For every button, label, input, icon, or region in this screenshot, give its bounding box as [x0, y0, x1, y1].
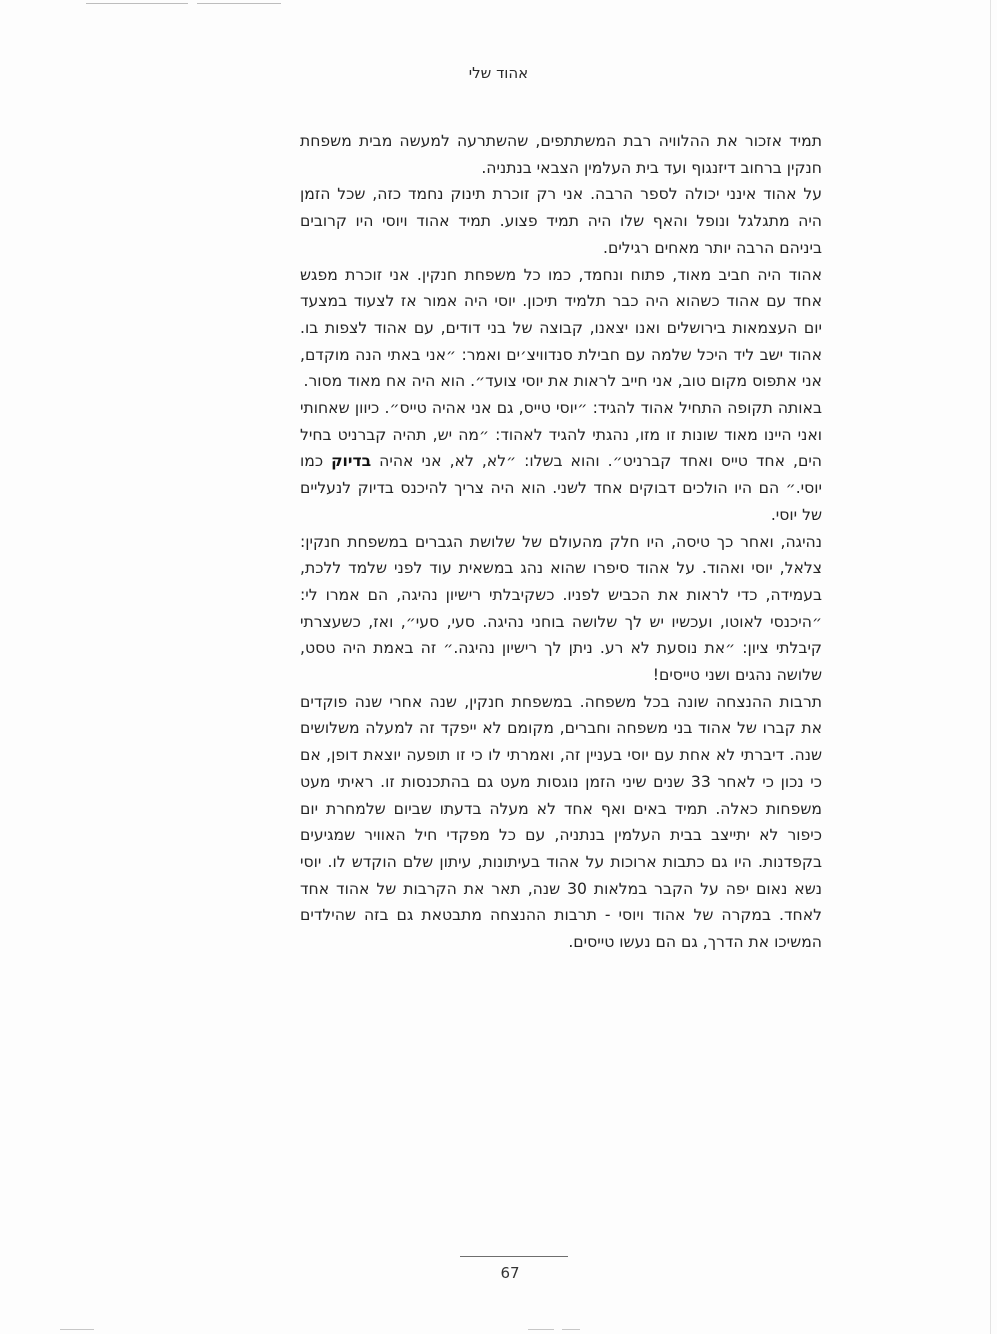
paragraph: אהוד היה חביב מאוד, פתוח ונחמד, כמו כל משפחת חנקין. אני זוכרת מפגש אחד עם אהוד כשהוא היה כבר תלמיד תיכון. יוסי היה אמור אז לצעוד במצעד יום העצמאות בירושלים ואנו יצאנו, קבוצה של בני דודים, עם אהוד לצפות בו. אהוד ישב ליד היכל שלמה עם חבילת סנדוויצ׳ים ואמר: ״אני באתי הנה מוקדם, אני אתפוס מקום טוב, אני חייב לראות את יוסי צועד״. הוא היה אח מאוד מסור.: [300, 265, 822, 391]
scan-artifact-line: [197, 3, 281, 4]
paragraph-text: באותה תקופה התחיל אהוד להגיד: ״יוסי טייס, גם אני אהיה טייס״. כיוון שאחותי ואני היינו מאוד שונות זו מזו, נהגתי להגיד לאהוד: ״מה יש, תהיה קברניט בחיל הים, אחד טייס ואחד קברניט״. והוא בשלו: ״לא, לא, אני אהיה: [300, 399, 822, 471]
paragraph-text: כמו יוסי.״ הם היו הולכים דבוקים אחד לשני. הוא היה צריך להיכנס בדיוק לנעליים של יוסי.: [300, 452, 822, 524]
paragraph: על אהוד אינני יכולה לספר הרבה. אני רק זוכרת תינוק נחמד כזה, שכל הזמן היה מתגלגל ונופל והאף שלו היה תמיד פצוע. תמיד אהוד ויוסי היו קרובים ביניהם הרבה יותר מאחים רגילים.: [300, 185, 822, 257]
scan-artifact-line: [60, 1329, 94, 1330]
scan-artifact-line: [562, 1329, 580, 1330]
running-header: אהוד שלי: [468, 64, 529, 82]
paragraph: תמיד אזכור את ההלוויה רבת המשתתפים, שהשתרעה למעשה מבית משפחת חנקין ברחוב דיזנגוף ועד בית העלמין הצבאי בנתניה.: [300, 132, 822, 177]
scan-artifact-line: [528, 1329, 554, 1330]
footer-rule: [460, 1256, 568, 1257]
paragraph: נהיגה, ואחר כך טיסה, היו חלק מהעולם של שלושת הגברים במשפחת חנקין: צלאל, יוסי ואהוד. על אהוד סיפרו שהוא נהג במשאית עוד לפני שלמד ללכת, בעמידה, כדי לראות את הכביש לפניו. כשקיבלתי רישיון נהיגה, הם אמרו לי: ״היכנסי לאוטו, ועכשיו יש לך שלושה בוחני נהיגה. סעי, סעי״, ואז, כשעצרתי קיבלתי ציון: ״את נוסעת לא רע. ניתן לך רישיון נהיגה.״ זה באמת היה טסט, שלושה נהגים ושני טייסים!: [300, 532, 822, 685]
page-number: 67: [500, 1264, 520, 1282]
body-text: [300, 128, 822, 956]
scan-artifact-line: [86, 3, 188, 4]
paragraph: [300, 395, 822, 529]
emphasized-word: בדיוק: [331, 452, 372, 471]
scan-page-edge: [990, 0, 991, 1334]
paragraph: תרבות ההנצחה שונה בכל משפחה. במשפחת חנקין, שנה אחרי שנה פוקדים את קברו של אהוד בני משפחה וחברים, מקומם לא ייפקד זה למעלה משלושים שנה. דיברתי לא אחת עם יוסי בעניין זה, ואמרתי לו כי זו תופעה יוצאת דופן, אם כי נכון כי לאחר 33 שנים שיני הזמן נוגסות מעט גם בהתכנסות זו. ראיתי מעט משפחות כאלה. תמיד באים ואף אחד לא מעלה בדעתו שביום שלמחרת יום כיפור לא יתייצב בבית העלמין בנתניה, עם כל מפקדי חיל האוויר שמגיעים בקפדנות. היו גם כתבות ארוכות על אהוד בעיתונות, עיתון שלם הוקדש לו. יוסי נשא נאום יפה על הקבר במלאות 30 שנה, תאר את הקרבות של אהוד אחד לאחד. במקרה של אהוד ויוסי - תרבות ההנצחה מתבטאת גם בזה שהילדים המשיכו את הדרך, גם הם נעשו טייסים.: [300, 692, 822, 952]
